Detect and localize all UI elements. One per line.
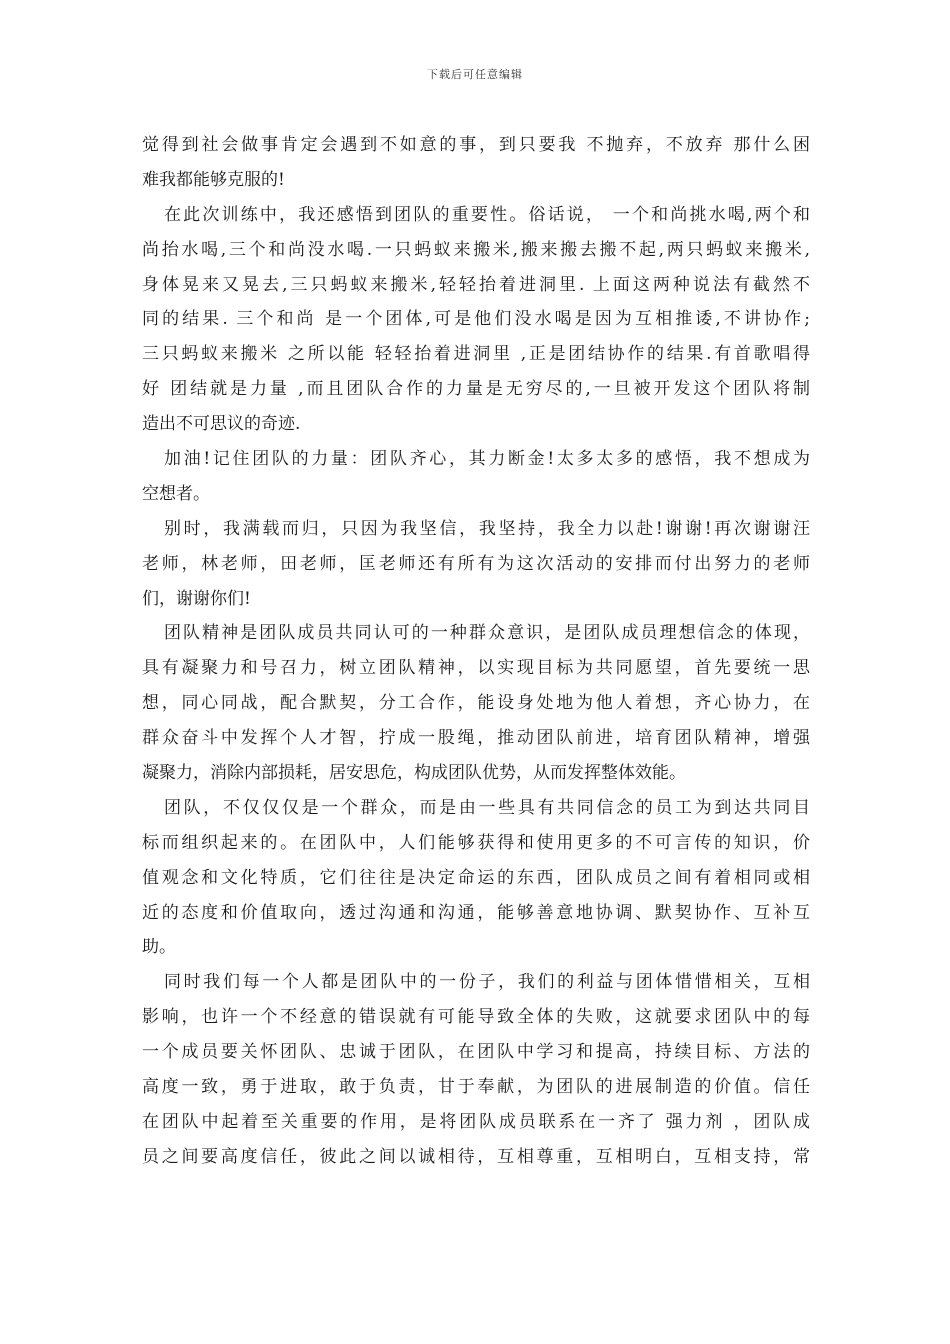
text-line: 团队精神是团队成员共同认可的一种群众意识，是团队成员理想信念的体现，	[164, 623, 810, 644]
text-line: 影响，也许一个不经意的错误就有可能导致全体的失败，这就要求团队中的每	[142, 1007, 810, 1028]
text-line: 同的结果. 三个和尚 是一个团体,可是他们没水喝是因为互相推诿,不讲协作;	[142, 309, 810, 330]
text-line: 想，同心同战，配合默契，分工合作，能设身处地为他人着想，齐心协力，在	[142, 693, 810, 714]
text-line: 们，谢谢你们!	[142, 588, 251, 609]
text-line: 在团队中起着至关重要的作用，是将团队成员联系在一齐了 强力剂 ，团队成	[142, 1111, 810, 1132]
text-line: 难我都能够克服的!	[142, 169, 285, 190]
text-line: 尚抬水喝,三个和尚没水喝.一只蚂蚁来搬米,搬来搬去搬不起,两只蚂蚁来搬米,	[142, 239, 810, 260]
document-body	[142, 128, 810, 1175]
text-line: 加油!记住团队的力量：团队齐心，其力断金!太多太多的感悟，我不想成为	[164, 449, 810, 470]
text-line: 造出不可思议的奇迹.	[142, 414, 301, 435]
text-line: 身体晃来又晃去,三只蚂蚁来搬米,轻轻抬着进洞里. 上面这两种说法有截然不	[142, 274, 810, 295]
text-line: 员之间要高度信任，彼此之间以诚相待，互相尊重，互相明白，互相支持，常	[142, 1146, 810, 1167]
page-header: 下载后可任意编辑	[427, 68, 523, 81]
text-line: 在此次训练中，我还感悟到团队的重要性。俗话说， 一个和尚挑水喝,两个和	[164, 204, 810, 225]
text-line: 高度一致，勇于进取，敢于负责，甘于奉献，为团队的进展制造的价值。信任	[142, 1077, 810, 1098]
text-line: 别时，我满载而归，只因为我坚信，我坚持，我全力以赴!谢谢!再次谢谢汪	[164, 518, 810, 539]
text-line: 值观念和文化特质，它们往往是决定命运的东西，团队成员之间有着相同或相	[142, 867, 810, 888]
text-line: 凝聚力，消除内部损耗，居安思危，构成团队优势，从而发挥整体效能。	[142, 763, 686, 784]
text-line: 标而组织起来的。在团队中，人们能够获得和使用更多的不可言传的知识，价	[142, 832, 810, 853]
text-line: 一个成员要关怀团队、忠诚于团队，在团队中学习和提高，持续目标、方法的	[142, 1042, 810, 1063]
text-line: 助。	[142, 937, 176, 958]
text-line: 好 团结就是力量 ,而且团队合作的力量是无穷尽的,一旦被开发这个团队将制	[142, 379, 810, 400]
text-line: 近的态度和价值取向，透过沟通和沟通，能够善意地协调、默契协作、互补互	[142, 902, 810, 923]
text-line: 三只蚂蚁来搬米 之所以能 轻轻抬着进洞里 ,正是团结协作的结果.有首歌唱得	[142, 344, 810, 365]
text-line: 群众奋斗中发挥个人才智，拧成一股绳，推动团队前进，培育团队精神，增强	[142, 728, 810, 749]
text-line: 同时我们每一个人都是团队中的一份子，我们的利益与团体惜惜相关，互相	[164, 972, 810, 993]
text-line: 具有凝聚力和号召力，树立团队精神，以实现目标为共同愿望，首先要统一思	[142, 658, 810, 679]
text-line: 空想者。	[142, 483, 210, 504]
text-line: 老师，林老师，田老师，匡老师还有所有为这次活动的安排而付出努力的老师	[142, 553, 810, 574]
text-line: 团队，不仅仅仅是一个群众，而是由一些具有共同信念的员工为到达共同目	[164, 797, 810, 818]
text-line: 觉得到社会做事肯定会遇到不如意的事，到只要我 不抛弃，不放弃 那什么困	[142, 135, 810, 155]
